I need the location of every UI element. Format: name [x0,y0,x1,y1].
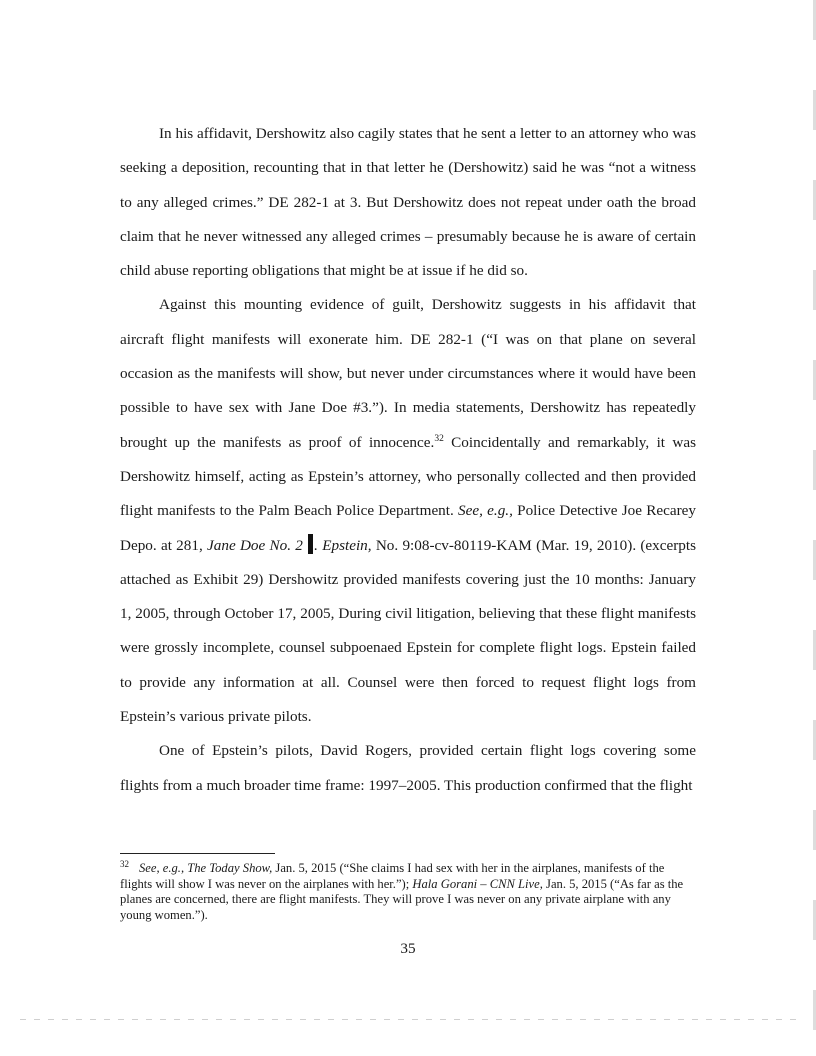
p2-text-1: Against this mounting evidence of guilt, Dershowitz suggests in his affidavit that aircraft flight manifests will exonerate him. DE 282-1 (“I was on that plane on several occasion as the manifests will show, but never under circumstances where it would have been possible to have sex with Jane Doe #3.”). In media statements, Dershowitz has repeatedly brought up the manifests as proof of innocence. [120,296,696,451]
case-name-part-b: . Epstein, [314,536,372,554]
page-number: 35 [400,940,416,957]
body-text [120,117,696,803]
footnote-separator [120,853,275,854]
scan-bottom-artifact [20,1019,800,1020]
paragraph-affidavit-letter: In his affidavit, Dershowitz also cagily states that he sent a letter to an attorney who was seeking a deposition, recounting that in that letter he (Dershowitz) said he was “not a witness to any alleged crimes.” DE 282-1 at 3. But Dershowitz does not repeat under oath the broad claim that he never witnessed any alleged crimes – presumably because he is aware of certain child abuse reporting obligations that might be at issue if he did so. [120,125,696,280]
p2-text-3: Police Detective Joe Recarey Depo. at 281, [120,502,696,554]
footnote-reference[interactable]: 32 [434,433,444,444]
footnote-text-2: Jan. 5, 2015 (“As far as the planes are concerned, there are flight manifests. They will prove I was never on any private airplane with any young women.”). [120,876,684,922]
footnote-text-1: Jan. 5, 2015 (“She claims I had sex with her in the airplanes, manifests of the flights will show I was never on the airplanes with her.”); [120,861,665,891]
footnote-number: 32 [120,859,129,869]
case-name-part-a: Jane Doe No. 2 [207,536,303,554]
redaction-mark [308,534,313,554]
paragraph-pilot-logs: One of Epstein’s pilots, David Rogers, provided certain flight logs covering some flights from a much broader time frame: 1997–2005. This production confirmed that the flight [120,742,696,794]
p2-text-4: No. 9:08-cv-80119-KAM (Mar. 19, 2010). (excerpts attached as Exhibit 29) Dershowitz provided manifests covering just the 10 months: January 1, 2005, through October 17, 2005, During civil litigation, believing that these flight manifests were grossly incomplete, counsel subpoenaed Epstein for complete flight logs. Epstein failed to provide any information at all. Counsel were then forced to request flight logs from Epstein’s various private pilots. [120,536,697,726]
footnote-citation-today-show: See, e.g., The Today Show, [139,861,273,875]
footnote-32 [120,861,696,923]
paragraph-flight-manifests [120,288,696,734]
footnote-citation-cnn: Hala Gorani – CNN Live, [412,876,543,891]
p2-text-2: Coincidentally and remarkably, it was Dershowitz himself, acting as Epstein’s attorney, who personally collected and then provided flight manifests to the Palm Beach Police Department. [120,433,697,520]
citation-signal: See, e.g., [458,502,513,520]
